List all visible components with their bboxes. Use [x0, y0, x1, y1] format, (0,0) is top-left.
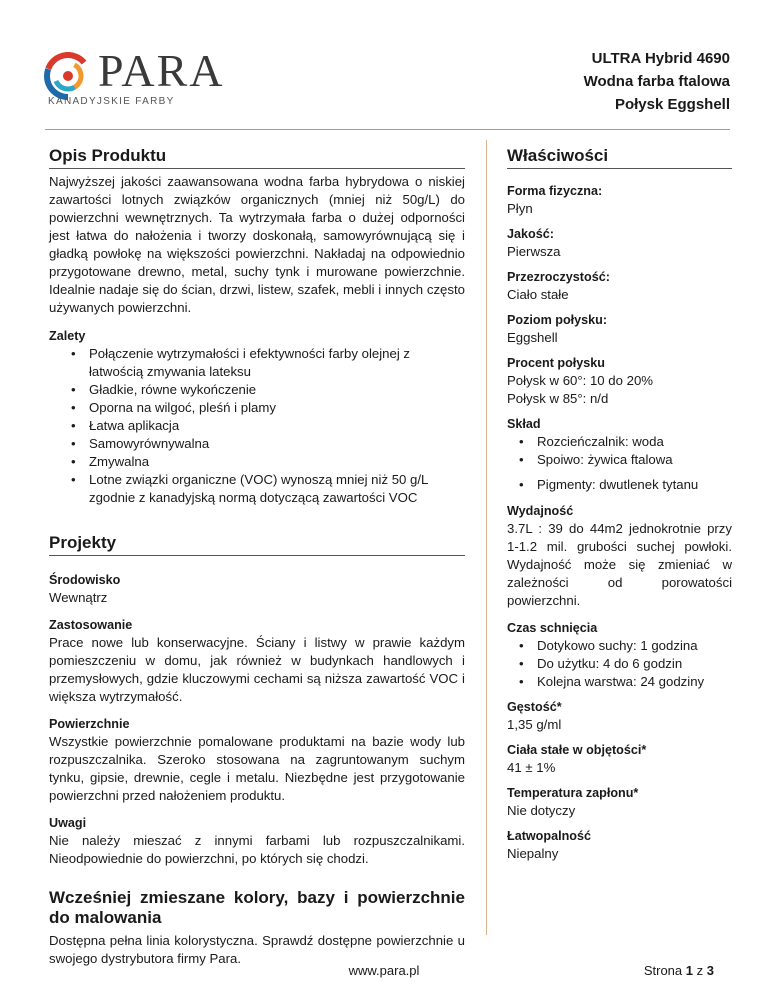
product-title — [584, 47, 730, 116]
jakosc-value: Pierwsza — [507, 244, 561, 259]
temperatura-label: Temperatura zapłonu* — [507, 786, 639, 800]
wydajnosc-label: Wydajność — [507, 504, 574, 518]
forma-label: Forma fizyczna: — [507, 184, 603, 198]
zalety-list — [49, 345, 465, 507]
zastosowanie-label: Zastosowanie — [49, 618, 133, 632]
page-number — [644, 963, 714, 978]
list-item: • Połączenie wytrzymałości i efektywności farby olejnej z łatwością zmywania lateksu — [49, 345, 465, 381]
przezroczystosc-label: Przezroczystość: — [507, 270, 610, 284]
czas-list — [507, 637, 732, 691]
list-item: • Samowyrównywalna — [49, 435, 465, 453]
cialo-value: 41 ± 1% — [507, 760, 556, 775]
header-divider — [45, 129, 730, 130]
section-title-kolory: Wcześniej zmieszane kolory, bazy i powierzchnie do malowania — [49, 888, 465, 927]
brand-logo — [44, 45, 225, 112]
gestosc-label: Gęstość* — [507, 700, 562, 714]
uwagi-text: Nie należy mieszać z innymi farbami lub rozpuszczalnikami. Nieodpowiednie do powierzchni, po których się chodzi. — [49, 833, 465, 866]
jakosc-label: Jakość: — [507, 227, 554, 241]
brand-subtitle: KANADYJSKIE FARBY — [48, 96, 175, 107]
list-item: • Łatwa aplikacja — [49, 417, 465, 435]
list-item: • Kolejna warstwa: 24 godziny — [507, 673, 732, 691]
latwopalnosc-value: Niepalny — [507, 846, 559, 861]
column-divider — [486, 140, 487, 935]
page-prefix: Strona — [643, 963, 683, 978]
list-item: • Spoiwo: żywica ftalowa — [507, 451, 732, 469]
list-item: • Rozcieńczalnik: woda — [507, 433, 732, 451]
srodowisko-value: Wewnątrz — [49, 590, 108, 605]
brand-name: PARA — [98, 45, 225, 96]
poziom-label: Poziom połysku: — [507, 313, 608, 327]
uwagi-label: Uwagi — [49, 816, 87, 830]
list-item: • Pigmenty: dwutlenek tytanu — [507, 476, 732, 494]
list-item: • Gładkie, równe wykończenie — [49, 381, 465, 399]
wydajnosc-text: 3.7L : 39 do 44m2 jednokrotnie przy 1-1.2 mil. grubości suchej powłoki. Wydajność może się zmieniać w zależności od porowatości powierzchni. — [507, 521, 732, 608]
list-item: • Zmywalna — [49, 453, 465, 471]
page-separator: z — [696, 963, 704, 978]
kolory-text: Dostępna pełna linia kolorystyczna. Sprawdź dostępne powierzchnie u swojego dystrybutora firmy Para. — [49, 933, 465, 966]
latwopalnosc-label: Łatwopalność — [507, 829, 591, 843]
srodowisko-label: Środowisko — [49, 573, 121, 587]
powierzchnie-text: Wszystkie powierzchnie pomalowane produktami na bazie wody lub rozpuszczalnika. Szeroko stosowana na zagruntowanym suchym tynku, gipsie, drewnie, cegle i metalu. Niezbędne jest przygotowanie powierzchni przed nałożeniem produktu. — [49, 734, 465, 803]
list-item: • Oporna na wilgoć, pleśń i plamy — [49, 399, 465, 417]
zastosowanie-text: Prace nowe lub konserwacyjne. Ściany i listwy w prawie każdym pomieszczeniu w domu, jak również w budynkach handlowych i przemysłowych, gdzie kluczowymi cechami są niższa zawartość VOC i większa wytrzymałość. — [49, 635, 465, 704]
forma-value: Płyn — [507, 201, 533, 216]
product-title-line2: Wodna farba ftalowa — [583, 73, 730, 90]
sklad-label: Skład — [507, 417, 541, 431]
temperatura-value: Nie dotyczy — [507, 803, 576, 818]
footer-url: www.para.pl — [348, 963, 420, 978]
czas-label: Czas schnięcia — [507, 621, 598, 635]
product-title-line3: Połysk Eggshell — [614, 96, 730, 113]
page-total: 3 — [706, 963, 714, 978]
page-current: 1 — [685, 963, 694, 978]
procent-value-60: Połysk w 60°: 10 do 20% — [507, 373, 654, 388]
powierzchnie-label: Powierzchnie — [49, 717, 130, 731]
left-column — [49, 146, 465, 968]
section-title-wlasciwosci: Właściwości — [507, 146, 732, 169]
sklad-list — [507, 433, 732, 494]
przezroczystosc-value: Ciało stałe — [507, 287, 569, 302]
list-item: • Dotykowo suchy: 1 godzina — [507, 637, 732, 655]
procent-value-85: Połysk w 85°: n/d — [507, 391, 609, 406]
procent-label: Procent połysku — [507, 356, 605, 370]
gestosc-value: 1,35 g/ml — [507, 717, 562, 732]
zalety-label: Zalety — [49, 329, 86, 343]
section-title-projekty: Projekty — [49, 533, 465, 556]
right-column — [507, 146, 732, 863]
para-swirl-icon — [44, 52, 92, 100]
section-title-opis: Opis Produktu — [49, 146, 465, 169]
opis-text: Najwyższej jakości zaawansowana wodna farba hybrydowa o niskiej zawartości lotnych związków organicznych (mniej niż 50g/L) do powierzchni wewnętrznych. Ta wytrzymała farba o dużej odporności jest łatwa do nałożenia i tworzy doskonałą, samowyrównującą się i gładką powłokę na większości powierzchni. Nakładaj na odpowiednio przygotowane drewno, metal, suchy tynk i murowane powierzchnie. Idealnie nadaje się do ścian, drzwi, listew, szafek, mebli i innych często używanych powierzchni. — [49, 174, 465, 315]
cialo-label: Ciała stałe w objętości* — [507, 743, 647, 757]
list-item: • Do użytku: 4 do 6 godzin — [507, 655, 732, 673]
poziom-value: Eggshell — [507, 330, 558, 345]
product-title-line1: ULTRA Hybrid 4690 — [591, 50, 730, 67]
list-item: • Lotne związki organiczne (VOC) wynoszą mniej niż 50 g/L zgodnie z kanadyjską normą dotyczącą zawartości VOC — [49, 471, 465, 507]
